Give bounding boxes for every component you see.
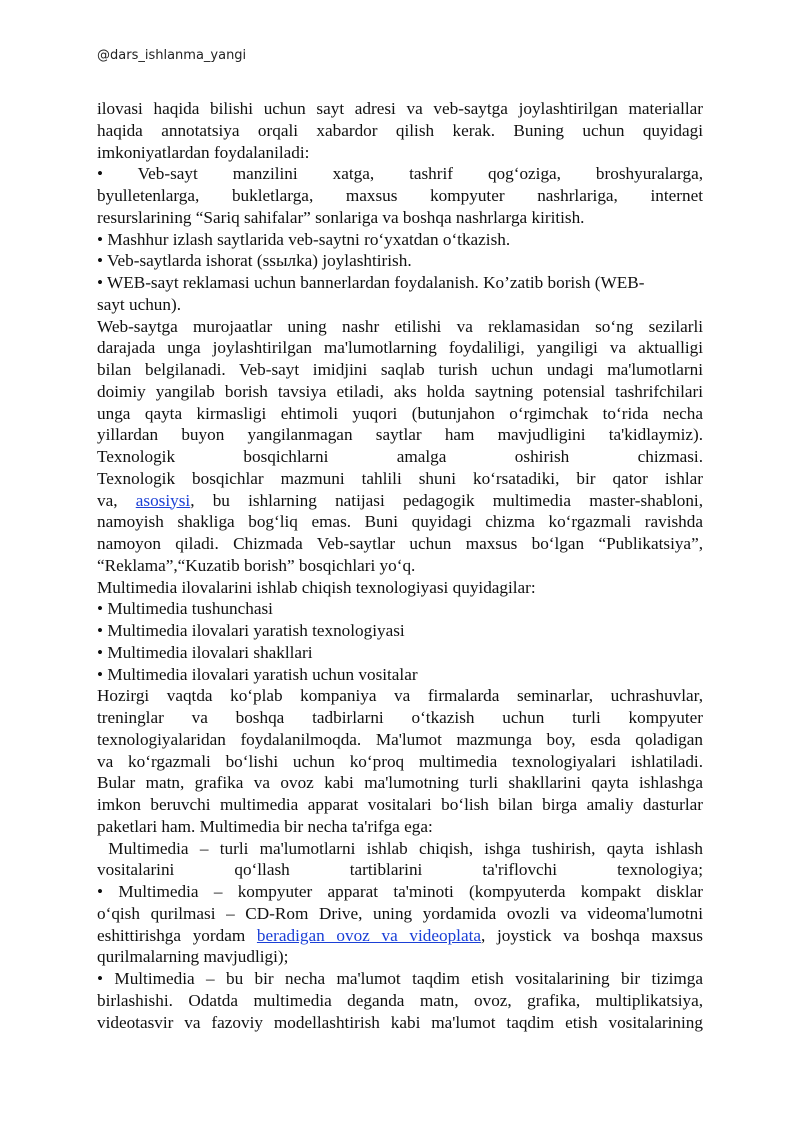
videoplata-link[interactable]: beradigan ovoz va videoplata	[256, 925, 481, 945]
text-line: haqida annotatsiya orqali xabardor qilish kerak. Buning uchun quyidagi	[97, 120, 703, 140]
text-line: ilovasi haqida bilishi uchun sayt adresi va veb-saytga joylashtirilgan materiallar	[97, 99, 703, 118]
text-line: unga qayta kirmasligi ehtimoli yuqori (butunjahon o‘rgimchak to‘rida necha	[97, 403, 703, 423]
list-item: • Multimedia tushunchasi	[97, 599, 273, 619]
text-line: sayt uchun).	[97, 294, 182, 314]
text-fragment: , bu ishlarning natijasi pedagogik multimedia master-shabloni,	[190, 490, 703, 510]
text-line: o‘qish qurilmasi – CD-Rom Drive, uning yordamida ovozli va videoma'lumotni	[97, 903, 703, 923]
text-line: Hozirgi vaqtda ko‘plab kompaniya va firmalarda seminarlar, uchrashuvlar,	[97, 686, 703, 706]
text-line: byulletenlarga, bukletlarga, maxsus kompyuter nashrlariga, internet	[97, 186, 703, 205]
text-line: • Multimedia – bu bir necha ma'lumot taqdim etish vositalarining bir tizimga	[97, 969, 703, 988]
text-line: Bular matn, grafika va ovoz kabi ma'lumotning turli shakllarini qayta ishlashga	[97, 773, 703, 793]
list-item: • Multimedia ilovalari shakllari	[97, 642, 313, 662]
text-line: qurilmalarning mavjudligi);	[97, 947, 289, 967]
text-line: paketlari ham. Multimedia bir necha ta'rifga ega:	[97, 816, 433, 836]
text-fragment: va,	[97, 490, 136, 510]
text-line: • Veb-saytlarda ishorat (ssылka) joylashtirish.	[97, 251, 412, 271]
text-line: • Mashhur izlash saytlarida veb-saytni ro‘yxatdan o‘tkazish.	[97, 229, 511, 249]
text-line: va ko‘rgazmali bo‘lishi uchun ko‘proq multimedia texnologiyalari ishlatiladi.	[97, 751, 703, 771]
text-line: namoyon qiladi. Chizmada Veb-saytlar uchun maxsus bo‘lgan “Publikatsiya”,	[97, 534, 703, 553]
text-line: “Reklama”,“Kuzatib borish” bosqichlari yo‘q.	[97, 555, 416, 575]
text-line: Multimedia – turli ma'lumotlarni ishlab chiqish, ishga tushirish, qayta ishlash	[97, 838, 703, 858]
text-line: bilan belgilanadi. Veb-sayt imidjini saqlab turish uchun undagi ma'lumotlarni	[97, 360, 703, 379]
text-line	[97, 490, 703, 512]
document-body	[97, 98, 703, 1033]
list-item: • Multimedia ilovalari yaratish texnologiyasi	[97, 621, 405, 640]
text-line: Web-saytga murojaatlar uning nashr etilishi va reklamasidan so‘ng sezilarli	[97, 316, 703, 336]
text-line: yillardan buyon yangilanmagan saytlar ham mavjudligini ta'kidlaymiz).	[97, 425, 703, 445]
text-line: imkon beruvchi multimedia apparat vositalari bo‘lish bilan birga amaliy dasturlar	[97, 795, 703, 814]
text-line: texnologiyalaridan foydalanilmoqda. Ma'lumot mazmunga boy, esda qoladigan	[97, 729, 703, 749]
text-line: Multimedia ilovalarini ishlab chiqish texnologiyasi quyidagilar:	[97, 577, 536, 597]
text-line: birlashishi. Odatda multimedia deganda matn, ovoz, grafika, multiplikatsiya,	[97, 990, 703, 1010]
list-item: • Multimedia ilovalari yaratish uchun vositalar	[97, 664, 418, 684]
text-line: doimiy yangilab borish tavsiya etiladi, aks holda saytning potensial tashrifchilari	[97, 381, 703, 401]
text-fragment: eshittirishga yordam	[97, 925, 257, 945]
text-line: darajada unga joylashtirilgan ma'lumotlarning foydaliligi, yangiligi va aktualligi	[97, 338, 703, 358]
text-line: resurslarining “Sariq sahifalar” sonlariga va boshqa nashrlarga kiritish.	[97, 207, 585, 227]
asosiysi-link[interactable]: asosiysi	[135, 490, 191, 510]
text-line: Texnologik bosqichlarni amalga oshirish chizmasi.	[97, 447, 703, 466]
text-line: • Veb-sayt manzilini xatga, tashrif qog‘oziga, broshyuralarga,	[97, 164, 703, 184]
text-line: namoyish shakliga bog‘liq emas. Buni quyidagi chizma ko‘rgazmali ravishda	[97, 512, 703, 532]
text-fragment: , joystick va boshqa maxsus	[481, 925, 703, 945]
text-line: vositalarini qo‘llash tartiblarini ta'riflovchi texnologiya;	[97, 860, 703, 880]
text-line	[97, 925, 703, 947]
text-line: Texnologik bosqichlar mazmuni tahlili shuni ko‘rsatadiki, bir qator ishlar	[97, 468, 703, 488]
text-line: videotasvir va fazoviy modellashtirish kabi ma'lumot taqdim etish vositalarining	[97, 1012, 703, 1032]
text-line: treninglar va boshqa tadbirlarni o‘tkazish uchun turli kompyuter	[97, 708, 703, 727]
text-line: • WEB-sayt reklamasi uchun bannerlardan foydalanish. Ko’zatib borish (WEB-	[97, 273, 645, 292]
text-line: • Multimedia – kompyuter apparat ta'minoti (kompyuterda kompakt disklar	[97, 882, 703, 901]
header-handle: @dars_ishlanma_yangi	[97, 48, 247, 63]
text-line: imkoniyatlardan foydalaniladi:	[97, 142, 310, 162]
